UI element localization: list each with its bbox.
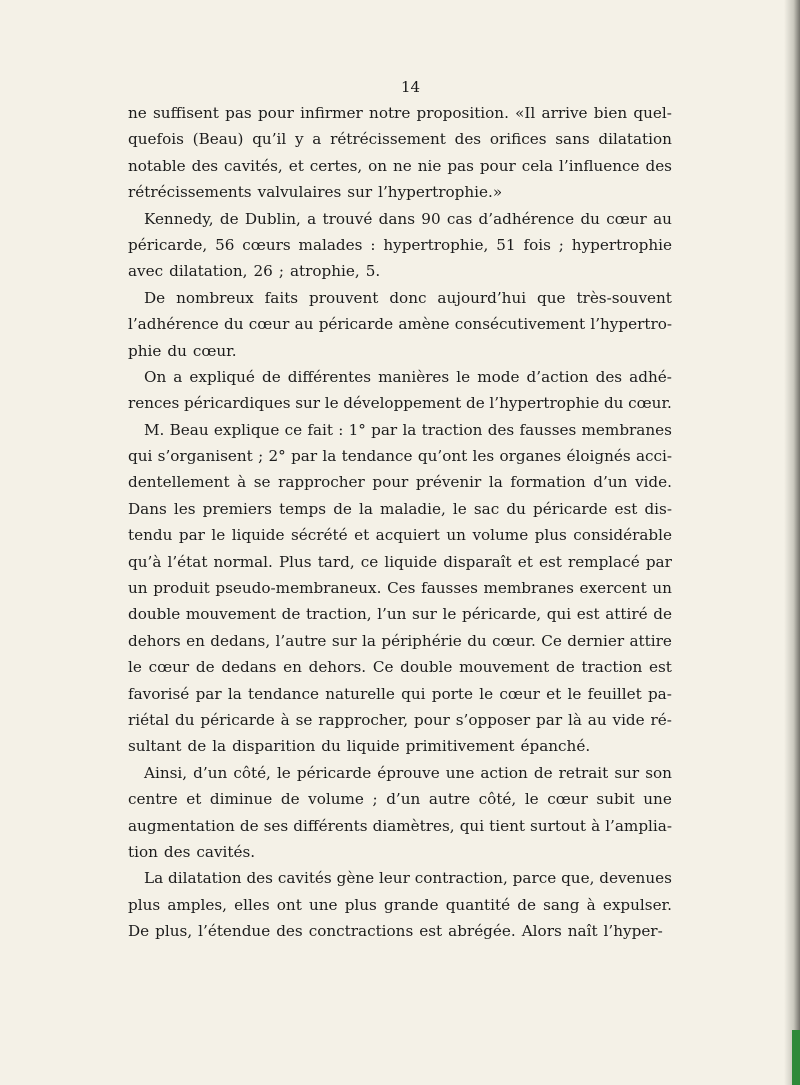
text-line: Kennedy, de Dublin, a trouvé dans 90 cas d’adhérence du cœur au [144,209,672,228]
text-line: rétrécissements valvulaires sur l’hypertrophie.» [128,183,503,202]
text-line: rences péricardiques sur le développement de l’hypertrophie du cœur. [128,394,672,413]
text-line: avec dilatation, 26 ; atrophie, 5. [128,262,381,281]
text-line: riétal du péricarde à se rapprocher, pour s’opposer par là au vide ré- [128,710,672,729]
text-line: centre et diminue de volume ; d’un autre côté, le cœur subit une [128,790,672,809]
text-line: qui s’organisent ; 2° par la tendance qu’ont les organes éloignés acci- [128,447,672,466]
text-line: quefois (Beau) qu’il y a rétrécissement des orifices sans dilatation [128,130,672,149]
text-line: notable des cavités, et certes, on ne nie pas pour cela l’influence des [128,156,672,175]
text-line: favorisé par la tendance naturelle qui porte le cœur et le feuillet pa- [128,684,672,703]
text-line: De plus, l’étendue des conctractions est abrégée. Alors naît l’hyper- [128,922,663,941]
text-line: augmentation de ses différents diamètres, qui tient surtout à l’amplia- [128,816,672,835]
page-number: 14 [401,78,421,96]
text-line: ne suffisent pas pour infirmer notre proposition. «Il arrive bien quel- [128,104,672,122]
text-line: dehors en dedans, l’autre sur la périphérie du cœur. Ce dernier attire [128,631,672,650]
text-line: Dans les premiers temps de la maladie, le sac du péricarde est dis- [128,499,672,518]
text-line: plus amples, elles ont une plus grande quantité de sang à expulser. [128,895,672,914]
text-line: sultant de la disparition du liquide primitivement épanché. [128,737,591,756]
text-line: double mouvement de traction, l’un sur le péricarde, qui est attiré de [128,605,672,624]
text-line: un produit pseudo-membraneux. Ces fausses membranes exercent un [128,579,672,598]
body-text [128,100,672,945]
text-line: qu’à l’état normal. Plus tard, ce liquide disparaît et est remplacé par [128,552,672,571]
text-line: De nombreux faits prouvent donc aujourd’hui que très-souvent [144,288,672,307]
text-line: On a expliqué de différentes manières le mode d’action des adhé- [144,367,672,386]
text-line: péricarde, 56 cœurs malades : hypertrophie, 51 fois ; hypertrophie [128,235,672,254]
text-line: l’adhérence du cœur au péricarde amène consécutivement l’hypertro- [128,315,672,334]
page-edge-shadow [784,0,800,1085]
text-line: tendu par le liquide sécrété et acquiert un volume plus considérable [128,526,672,545]
page-edge-mark [792,1030,800,1085]
text-line: M. Beau explique ce fait : 1° par la traction des fausses membranes [144,420,672,439]
text-line: tion des cavités. [128,842,256,861]
text-line: phie du cœur. [128,341,237,360]
text-line: dentellement à se rapprocher pour prévenir la formation d’un vide. [128,473,672,492]
text-line: La dilatation des cavités gène leur contraction, parce que, devenues [144,869,672,888]
text-line: le cœur de dedans en dehors. Ce double mouvement de traction est [128,658,672,677]
text-line: Ainsi, d’un côté, le péricarde éprouve une action de retrait sur son [144,763,672,782]
